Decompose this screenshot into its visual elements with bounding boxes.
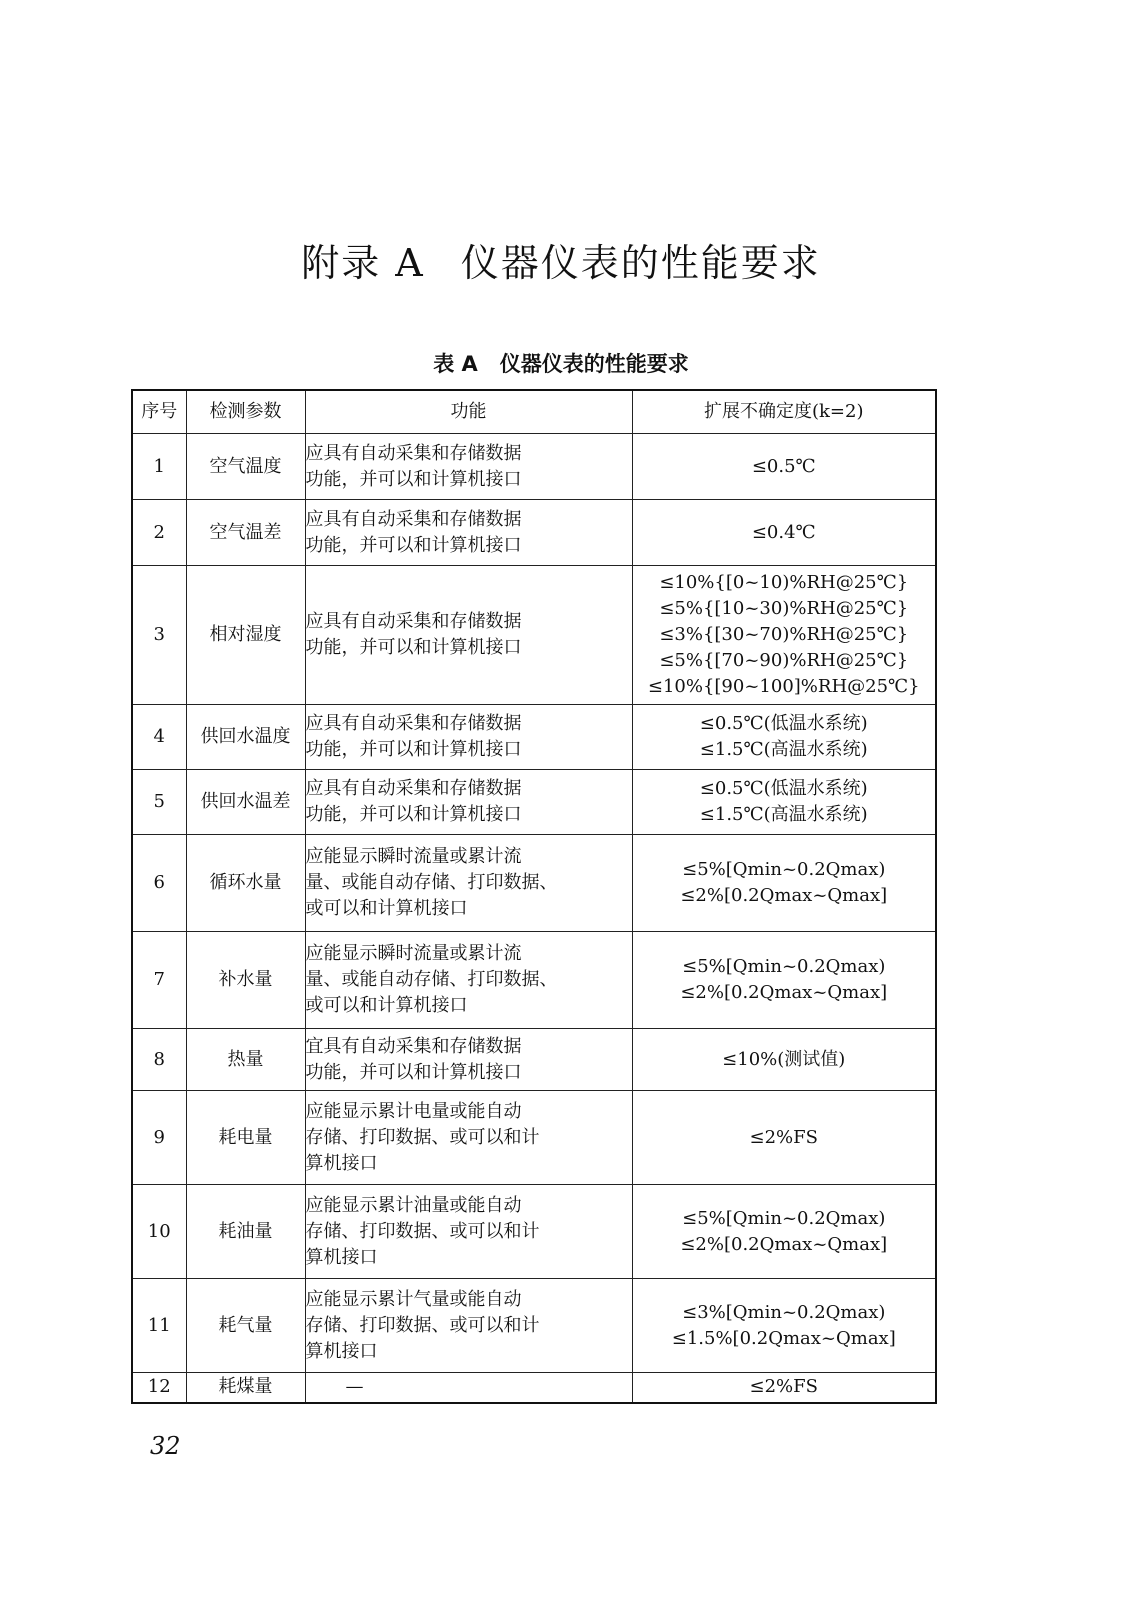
function-line: 功能，并可以和计算机接口: [305, 534, 522, 556]
table-row: [132, 566, 936, 705]
function-line: 应能显示累计油量或能自动: [305, 1194, 522, 1216]
header-func: 功能: [305, 390, 632, 434]
row-uncertainty: [632, 705, 936, 770]
row-uncertainty: [632, 1279, 936, 1373]
function-line: 应具有自动采集和存储数据: [305, 508, 522, 530]
table-row: [132, 434, 936, 500]
uncertainty-line: ≤5%[Qmin~0.2Qmax): [682, 956, 886, 977]
uncertainty-line: ≤10%(测试值): [722, 1048, 846, 1070]
row-number: 6: [132, 835, 186, 932]
header-unc: 扩展不确定度(k=2): [632, 390, 936, 434]
table-row: [132, 932, 936, 1029]
row-function: [305, 1029, 632, 1091]
row-uncertainty: [632, 566, 936, 705]
table-row: [132, 705, 936, 770]
row-param: 补水量: [186, 932, 305, 1029]
row-number: 11: [132, 1279, 186, 1373]
row-uncertainty: [632, 1185, 936, 1279]
row-uncertainty: [632, 1029, 936, 1091]
row-number: 4: [132, 705, 186, 770]
performance-table: [131, 389, 937, 1404]
table-row: [132, 770, 936, 835]
row-uncertainty: [632, 835, 936, 932]
function-line: —: [345, 1376, 364, 1398]
uncertainty-line: ≤2%FS: [749, 1376, 818, 1398]
function-line: 量、或能自动存储、打印数据、: [305, 969, 558, 990]
function-line: 应具有自动采集和存储数据: [305, 611, 522, 632]
uncertainty-line: ≤2%[0.2Qmax~Qmax]: [680, 1233, 888, 1255]
uncertainty-line: ≤2%[0.2Qmax~Qmax]: [680, 982, 888, 1003]
row-uncertainty: [632, 500, 936, 566]
function-line: 功能，并可以和计算机接口: [305, 468, 522, 490]
row-function: [305, 1279, 632, 1373]
row-function: [305, 835, 632, 932]
row-param: 循环水量: [186, 835, 305, 932]
uncertainty-line: ≤10%{[90~100]%RH@25℃}: [647, 676, 920, 697]
row-param: 空气温度: [186, 434, 305, 500]
row-param: 供回水温差: [186, 770, 305, 835]
header-param: 检测参数: [186, 390, 305, 434]
appendix-label: 附录 A: [301, 241, 425, 285]
row-uncertainty: [632, 932, 936, 1029]
row-uncertainty: [632, 1373, 936, 1403]
function-line: 功能，并可以和计算机接口: [305, 804, 522, 825]
function-line: 或可以和计算机接口: [305, 995, 468, 1016]
row-param: 耗煤量: [186, 1373, 305, 1403]
function-line: 算机接口: [305, 1340, 378, 1362]
function-line: 应具有自动采集和存储数据: [305, 713, 522, 734]
table-row: [132, 1185, 936, 1279]
header-no: 序号: [132, 390, 186, 434]
row-function: [305, 434, 632, 500]
uncertainty-line: ≤10%{[0~10)%RH@25℃}: [659, 572, 909, 593]
table-caption: [0, 348, 1122, 378]
row-param: 相对湿度: [186, 566, 305, 705]
function-line: 应具有自动采集和存储数据: [305, 442, 522, 464]
row-param: 耗电量: [186, 1091, 305, 1185]
uncertainty-line: ≤3%[Qmin~0.2Qmax): [682, 1301, 886, 1323]
table-row: [132, 1279, 936, 1373]
row-number: 12: [132, 1373, 186, 1403]
table-header-row: [132, 390, 936, 434]
function-line: 宜具有自动采集和存储数据: [305, 1035, 522, 1057]
function-line: 算机接口: [305, 1152, 378, 1174]
row-uncertainty: [632, 1091, 936, 1185]
row-function: [305, 932, 632, 1029]
function-line: 或可以和计算机接口: [305, 898, 468, 919]
row-number: 9: [132, 1091, 186, 1185]
function-line: 应能显示累计气量或能自动: [305, 1288, 522, 1310]
uncertainty-line: ≤5%{[70~90)%RH@25℃}: [659, 650, 909, 671]
table-caption-text: 仪器仪表的性能要求: [499, 352, 689, 376]
page-title: [0, 232, 1122, 287]
table-row: [132, 1029, 936, 1091]
page-number: 32: [150, 1432, 181, 1460]
uncertainty-line: ≤5%[Qmin~0.2Qmax): [682, 859, 886, 880]
function-line: 应具有自动采集和存储数据: [305, 778, 522, 799]
uncertainty-line: ≤3%{[30~70)%RH@25℃}: [659, 624, 909, 645]
table-row: [132, 500, 936, 566]
function-line: 存储、打印数据、或可以和计: [305, 1126, 540, 1148]
row-number: 5: [132, 770, 186, 835]
table-row: [132, 1091, 936, 1185]
function-line: 量、或能自动存储、打印数据、: [305, 872, 558, 893]
uncertainty-line: ≤5%[Qmin~0.2Qmax): [682, 1207, 886, 1229]
uncertainty-line: ≤0.4℃: [751, 521, 816, 543]
table-row: [132, 835, 936, 932]
uncertainty-line: ≤1.5%[0.2Qmax~Qmax]: [671, 1327, 896, 1349]
uncertainty-line: ≤1.5℃(高温水系统): [699, 804, 868, 825]
uncertainty-line: ≤0.5℃: [751, 455, 816, 477]
function-line: 存储、打印数据、或可以和计: [305, 1314, 540, 1336]
row-function: [305, 1091, 632, 1185]
function-line: 应能显示瞬时流量或累计流: [305, 846, 522, 867]
row-function: [305, 1373, 632, 1403]
table-row: [132, 1373, 936, 1403]
row-param: 供回水温度: [186, 705, 305, 770]
function-line: 功能，并可以和计算机接口: [305, 1061, 522, 1083]
table-label: 表 A: [433, 352, 478, 376]
uncertainty-line: ≤2%[0.2Qmax~Qmax]: [680, 885, 888, 906]
row-number: 2: [132, 500, 186, 566]
row-number: 10: [132, 1185, 186, 1279]
row-function: [305, 500, 632, 566]
function-line: 功能，并可以和计算机接口: [305, 739, 522, 760]
row-number: 3: [132, 566, 186, 705]
row-param: 耗气量: [186, 1279, 305, 1373]
appendix-title: 仪器仪表的性能要求: [460, 241, 821, 285]
row-function: [305, 770, 632, 835]
row-param: 空气温差: [186, 500, 305, 566]
row-function: [305, 566, 632, 705]
row-number: 1: [132, 434, 186, 500]
row-param: 耗油量: [186, 1185, 305, 1279]
uncertainty-line: ≤0.5℃(低温水系统): [699, 778, 868, 799]
function-line: 算机接口: [305, 1246, 378, 1268]
uncertainty-line: ≤0.5℃(低温水系统): [699, 713, 868, 734]
row-uncertainty: [632, 770, 936, 835]
row-function: [305, 1185, 632, 1279]
row-param: 热量: [186, 1029, 305, 1091]
function-line: 应能显示瞬时流量或累计流: [305, 943, 522, 964]
row-function: [305, 705, 632, 770]
row-uncertainty: [632, 434, 936, 500]
uncertainty-line: ≤5%{[10~30)%RH@25℃}: [659, 598, 909, 619]
uncertainty-line: ≤2%FS: [749, 1126, 818, 1148]
function-line: 应能显示累计电量或能自动: [305, 1100, 522, 1122]
function-line: 功能，并可以和计算机接口: [305, 637, 522, 658]
row-number: 8: [132, 1029, 186, 1091]
function-line: 存储、打印数据、或可以和计: [305, 1220, 540, 1242]
row-number: 7: [132, 932, 186, 1029]
uncertainty-line: ≤1.5℃(高温水系统): [699, 739, 868, 760]
